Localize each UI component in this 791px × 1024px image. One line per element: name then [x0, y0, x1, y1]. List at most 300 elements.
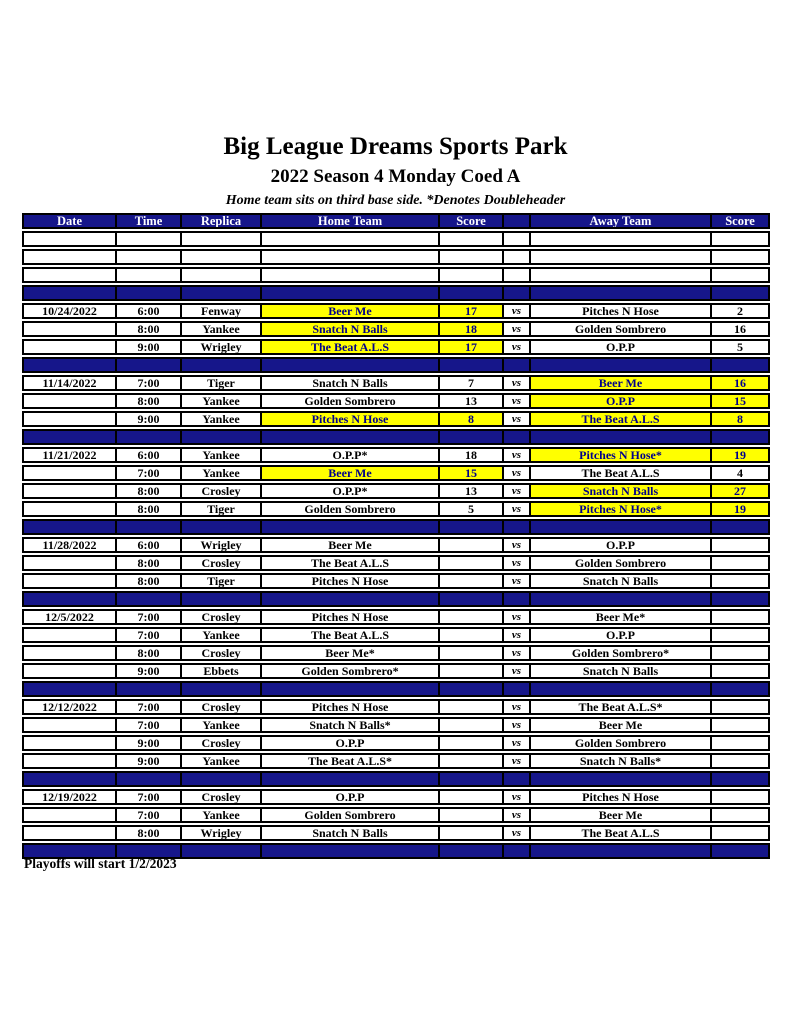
date-cell	[22, 645, 117, 661]
home-team-cell: Pitches N Hose	[260, 609, 440, 625]
game-row	[22, 411, 770, 427]
replica-cell: Crosley	[180, 735, 262, 751]
time-cell: 7:00	[115, 717, 182, 733]
home-team-cell: Snatch N Balls	[260, 825, 440, 841]
home-score-cell	[438, 663, 504, 679]
separator-cell	[438, 285, 504, 301]
empty-cell	[502, 249, 531, 265]
replica-cell: Crosley	[180, 609, 262, 625]
time-cell: 7:00	[115, 375, 182, 391]
game-row	[22, 537, 770, 553]
away-team-cell: The Beat A.L.S	[529, 465, 712, 481]
separator-row	[22, 429, 770, 445]
separator-cell	[502, 681, 531, 697]
date-cell	[22, 663, 117, 679]
header-row	[22, 213, 770, 229]
page-note: Home team sits on third base side. *Denotes Doubleheader	[225, 193, 566, 208]
time-cell: 7:00	[115, 699, 182, 715]
home-team-cell: The Beat A.L.S	[260, 555, 440, 571]
away-team-cell: Beer Me*	[529, 609, 712, 625]
home-team-cell: Snatch N Balls	[260, 375, 440, 391]
game-row	[22, 465, 770, 481]
home-team-cell: Golden Sombrero	[260, 393, 440, 409]
separator-cell	[710, 591, 770, 607]
separator-cell	[438, 771, 504, 787]
replica-cell: Yankee	[180, 627, 262, 643]
separator-cell	[502, 285, 531, 301]
home-score-cell: 17	[438, 339, 504, 355]
date-cell	[22, 321, 117, 337]
date-cell	[22, 627, 117, 643]
time-cell: 8:00	[115, 501, 182, 517]
empty-cell	[438, 249, 504, 265]
away-team-cell: Beer Me	[529, 717, 712, 733]
column-header-date: Date	[22, 213, 117, 229]
empty-cell	[438, 231, 504, 247]
away-score-cell	[710, 717, 770, 733]
time-cell: 6:00	[115, 447, 182, 463]
separator-row	[22, 357, 770, 373]
away-team-cell: The Beat A.L.S	[529, 411, 712, 427]
home-score-cell	[438, 537, 504, 553]
away-team-cell: Pitches N Hose*	[529, 447, 712, 463]
date-cell: 12/19/2022	[22, 789, 117, 805]
separator-cell	[502, 843, 531, 859]
column-header-away-team: Away Team	[529, 213, 712, 229]
replica-cell: Yankee	[180, 465, 262, 481]
separator-cell	[260, 357, 440, 373]
time-cell: 7:00	[115, 807, 182, 823]
away-score-cell: 16	[710, 375, 770, 391]
away-team-cell: O.P.P	[529, 339, 712, 355]
empty-cell	[180, 231, 262, 247]
date-cell	[22, 411, 117, 427]
away-score-cell: 27	[710, 483, 770, 499]
replica-cell: Tiger	[180, 501, 262, 517]
vs-cell: vs	[502, 411, 531, 427]
home-team-cell: Beer Me	[260, 537, 440, 553]
replica-cell: Wrigley	[180, 825, 262, 841]
replica-cell: Yankee	[180, 807, 262, 823]
vs-cell: vs	[502, 789, 531, 805]
empty-cell	[260, 249, 440, 265]
away-team-cell: Beer Me	[529, 375, 712, 391]
home-team-cell: Pitches N Hose	[260, 573, 440, 589]
separator-cell	[710, 681, 770, 697]
away-score-cell: 5	[710, 339, 770, 355]
away-score-cell	[710, 573, 770, 589]
separator-cell	[710, 357, 770, 373]
separator-cell	[529, 357, 712, 373]
away-score-cell	[710, 627, 770, 643]
game-row	[22, 501, 770, 517]
game-row	[22, 699, 770, 715]
separator-row	[22, 591, 770, 607]
vs-cell: vs	[502, 303, 531, 319]
separator-cell	[22, 681, 117, 697]
home-score-cell	[438, 645, 504, 661]
home-score-cell	[438, 807, 504, 823]
away-team-cell: O.P.P	[529, 537, 712, 553]
away-score-cell: 4	[710, 465, 770, 481]
game-row	[22, 717, 770, 733]
away-score-cell	[710, 789, 770, 805]
away-team-cell: Snatch N Balls*	[529, 753, 712, 769]
game-row	[22, 483, 770, 499]
away-score-cell: 19	[710, 447, 770, 463]
away-team-cell: Pitches N Hose*	[529, 501, 712, 517]
separator-cell	[438, 591, 504, 607]
empty-cell	[529, 231, 712, 247]
vs-cell: vs	[502, 609, 531, 625]
separator-cell	[710, 429, 770, 445]
home-score-cell: 13	[438, 393, 504, 409]
game-row	[22, 627, 770, 643]
empty-cell	[180, 267, 262, 283]
home-team-cell: Golden Sombrero*	[260, 663, 440, 679]
separator-cell	[115, 285, 182, 301]
away-team-cell: Pitches N Hose	[529, 303, 712, 319]
home-team-cell: O.P.P	[260, 789, 440, 805]
date-cell	[22, 555, 117, 571]
date-cell: 11/14/2022	[22, 375, 117, 391]
game-row	[22, 609, 770, 625]
time-cell: 8:00	[115, 555, 182, 571]
away-team-cell: The Beat A.L.S	[529, 825, 712, 841]
separator-cell	[710, 519, 770, 535]
time-cell: 7:00	[115, 465, 182, 481]
vs-cell: vs	[502, 663, 531, 679]
date-cell	[22, 825, 117, 841]
vs-cell: vs	[502, 465, 531, 481]
empty-cell	[22, 249, 117, 265]
away-team-cell: Snatch N Balls	[529, 483, 712, 499]
vs-cell: vs	[502, 321, 531, 337]
separator-cell	[438, 681, 504, 697]
vs-cell: vs	[502, 645, 531, 661]
home-score-cell	[438, 555, 504, 571]
replica-cell: Yankee	[180, 753, 262, 769]
game-row	[22, 321, 770, 337]
separator-cell	[22, 285, 117, 301]
separator-cell	[529, 519, 712, 535]
separator-cell	[22, 771, 117, 787]
replica-cell: Yankee	[180, 321, 262, 337]
home-score-cell	[438, 717, 504, 733]
vs-cell: vs	[502, 627, 531, 643]
game-row	[22, 825, 770, 841]
home-score-cell: 17	[438, 303, 504, 319]
replica-cell: Ebbets	[180, 663, 262, 679]
separator-cell	[180, 843, 262, 859]
separator-row	[22, 681, 770, 697]
replica-cell: Crosley	[180, 483, 262, 499]
away-team-cell: Golden Sombrero*	[529, 645, 712, 661]
separator-cell	[260, 429, 440, 445]
vs-cell: vs	[502, 447, 531, 463]
separator-cell	[260, 519, 440, 535]
game-row	[22, 807, 770, 823]
home-team-cell: The Beat A.L.S	[260, 627, 440, 643]
separator-cell	[502, 771, 531, 787]
replica-cell: Crosley	[180, 555, 262, 571]
time-cell: 7:00	[115, 609, 182, 625]
separator-cell	[260, 681, 440, 697]
separator-cell	[438, 429, 504, 445]
game-row	[22, 645, 770, 661]
separator-cell	[180, 429, 262, 445]
separator-cell	[710, 285, 770, 301]
game-row	[22, 735, 770, 751]
home-team-cell: Golden Sombrero	[260, 807, 440, 823]
replica-cell: Yankee	[180, 393, 262, 409]
away-score-cell	[710, 753, 770, 769]
vs-cell: vs	[502, 339, 531, 355]
empty-cell	[260, 267, 440, 283]
date-cell: 11/28/2022	[22, 537, 117, 553]
game-row	[22, 339, 770, 355]
separator-cell	[180, 591, 262, 607]
away-score-cell	[710, 609, 770, 625]
replica-cell: Crosley	[180, 645, 262, 661]
separator-cell	[180, 519, 262, 535]
away-score-cell	[710, 735, 770, 751]
game-row	[22, 393, 770, 409]
home-score-cell: 13	[438, 483, 504, 499]
empty-cell	[502, 267, 531, 283]
separator-cell	[438, 357, 504, 373]
home-score-cell	[438, 609, 504, 625]
separator-cell	[529, 591, 712, 607]
vs-cell: vs	[502, 735, 531, 751]
vs-cell: vs	[502, 807, 531, 823]
game-row	[22, 789, 770, 805]
schedule-table	[22, 213, 770, 861]
away-team-cell: Beer Me	[529, 807, 712, 823]
away-score-cell	[710, 699, 770, 715]
game-row	[22, 663, 770, 679]
time-cell: 7:00	[115, 627, 182, 643]
empty-cell	[260, 231, 440, 247]
separator-cell	[115, 771, 182, 787]
empty-cell	[710, 267, 770, 283]
replica-cell: Yankee	[180, 717, 262, 733]
away-team-cell: Golden Sombrero	[529, 321, 712, 337]
replica-cell: Wrigley	[180, 339, 262, 355]
home-team-cell: Beer Me	[260, 465, 440, 481]
home-score-cell	[438, 735, 504, 751]
date-cell	[22, 717, 117, 733]
home-score-cell: 5	[438, 501, 504, 517]
empty-cell	[529, 249, 712, 265]
vs-cell: vs	[502, 555, 531, 571]
date-cell	[22, 339, 117, 355]
replica-cell: Fenway	[180, 303, 262, 319]
column-header-replica: Replica	[180, 213, 262, 229]
away-score-cell	[710, 645, 770, 661]
empty-cell	[180, 249, 262, 265]
time-cell: 8:00	[115, 645, 182, 661]
empty-cell	[115, 231, 182, 247]
home-score-cell: 18	[438, 321, 504, 337]
away-score-cell	[710, 807, 770, 823]
vs-cell: vs	[502, 393, 531, 409]
separator-cell	[438, 843, 504, 859]
separator-cell	[502, 591, 531, 607]
game-row	[22, 573, 770, 589]
home-team-cell: Beer Me	[260, 303, 440, 319]
home-team-cell: Pitches N Hose	[260, 699, 440, 715]
home-team-cell: Pitches N Hose	[260, 411, 440, 427]
empty-row	[22, 267, 770, 283]
home-team-cell: O.P.P	[260, 735, 440, 751]
home-team-cell: Snatch N Balls	[260, 321, 440, 337]
separator-cell	[115, 681, 182, 697]
vs-cell: vs	[502, 501, 531, 517]
empty-row	[22, 231, 770, 247]
home-score-cell: 7	[438, 375, 504, 391]
away-team-cell: The Beat A.L.S*	[529, 699, 712, 715]
separator-cell	[180, 681, 262, 697]
replica-cell: Crosley	[180, 789, 262, 805]
home-score-cell	[438, 753, 504, 769]
separator-cell	[115, 357, 182, 373]
empty-cell	[529, 267, 712, 283]
separator-cell	[115, 429, 182, 445]
home-score-cell	[438, 699, 504, 715]
time-cell: 9:00	[115, 735, 182, 751]
column-header-score: Score	[710, 213, 770, 229]
away-score-cell: 15	[710, 393, 770, 409]
column-header-score: Score	[438, 213, 504, 229]
empty-cell	[115, 267, 182, 283]
separator-cell	[115, 519, 182, 535]
separator-cell	[180, 357, 262, 373]
empty-cell	[115, 249, 182, 265]
vs-cell: vs	[502, 573, 531, 589]
separator-cell	[22, 591, 117, 607]
page-subtitle: 2022 Season 4 Monday Coed A	[270, 166, 521, 187]
separator-cell	[22, 519, 117, 535]
vs-cell: vs	[502, 753, 531, 769]
home-score-cell	[438, 789, 504, 805]
time-cell: 8:00	[115, 393, 182, 409]
date-cell	[22, 501, 117, 517]
separator-cell	[502, 429, 531, 445]
away-team-cell: Pitches N Hose	[529, 789, 712, 805]
empty-cell	[710, 249, 770, 265]
away-score-cell: 19	[710, 501, 770, 517]
separator-cell	[502, 519, 531, 535]
replica-cell: Tiger	[180, 375, 262, 391]
replica-cell: Yankee	[180, 411, 262, 427]
time-cell: 9:00	[115, 753, 182, 769]
home-score-cell	[438, 627, 504, 643]
away-team-cell: Snatch N Balls	[529, 573, 712, 589]
separator-cell	[529, 771, 712, 787]
date-cell	[22, 465, 117, 481]
time-cell: 9:00	[115, 339, 182, 355]
home-team-cell: Snatch N Balls*	[260, 717, 440, 733]
separator-row	[22, 519, 770, 535]
game-row	[22, 303, 770, 319]
separator-cell	[115, 591, 182, 607]
away-score-cell	[710, 663, 770, 679]
time-cell: 8:00	[115, 573, 182, 589]
home-team-cell: O.P.P*	[260, 483, 440, 499]
home-team-cell: The Beat A.L.S*	[260, 753, 440, 769]
away-score-cell	[710, 825, 770, 841]
separator-cell	[438, 519, 504, 535]
away-score-cell: 8	[710, 411, 770, 427]
column-header-home-team: Home Team	[260, 213, 440, 229]
replica-cell: Tiger	[180, 573, 262, 589]
time-cell: 7:00	[115, 789, 182, 805]
date-cell: 10/24/2022	[22, 303, 117, 319]
away-team-cell: O.P.P	[529, 627, 712, 643]
date-cell	[22, 573, 117, 589]
away-score-cell	[710, 555, 770, 571]
date-cell	[22, 735, 117, 751]
separator-cell	[260, 285, 440, 301]
separator-row	[22, 285, 770, 301]
replica-cell: Yankee	[180, 447, 262, 463]
replica-cell: Crosley	[180, 699, 262, 715]
empty-cell	[22, 231, 117, 247]
vs-cell: vs	[502, 717, 531, 733]
separator-cell	[529, 285, 712, 301]
date-cell: 12/5/2022	[22, 609, 117, 625]
away-team-cell: O.P.P	[529, 393, 712, 409]
home-team-cell: Golden Sombrero	[260, 501, 440, 517]
date-cell	[22, 753, 117, 769]
column-header-time: Time	[115, 213, 182, 229]
game-row	[22, 447, 770, 463]
vs-cell: vs	[502, 699, 531, 715]
separator-cell	[502, 357, 531, 373]
time-cell: 8:00	[115, 321, 182, 337]
home-team-cell: Beer Me*	[260, 645, 440, 661]
separator-cell	[260, 591, 440, 607]
time-cell: 8:00	[115, 483, 182, 499]
separator-cell	[710, 771, 770, 787]
empty-row	[22, 249, 770, 265]
home-score-cell: 18	[438, 447, 504, 463]
playoffs-footer-note: Playoffs will start 1/2/2023	[24, 856, 177, 871]
away-score-cell: 16	[710, 321, 770, 337]
separator-cell	[22, 357, 117, 373]
replica-cell: Wrigley	[180, 537, 262, 553]
game-row	[22, 753, 770, 769]
time-cell: 6:00	[115, 303, 182, 319]
separator-cell	[710, 843, 770, 859]
separator-cell	[180, 771, 262, 787]
vs-cell: vs	[502, 375, 531, 391]
time-cell: 6:00	[115, 537, 182, 553]
separator-cell	[260, 771, 440, 787]
date-cell	[22, 483, 117, 499]
time-cell: 8:00	[115, 825, 182, 841]
vs-cell: vs	[502, 537, 531, 553]
away-team-cell: Golden Sombrero	[529, 555, 712, 571]
separator-cell	[529, 681, 712, 697]
separator-row	[22, 771, 770, 787]
empty-cell	[22, 267, 117, 283]
empty-cell	[710, 231, 770, 247]
home-team-cell: O.P.P*	[260, 447, 440, 463]
vs-cell: vs	[502, 483, 531, 499]
time-cell: 9:00	[115, 411, 182, 427]
